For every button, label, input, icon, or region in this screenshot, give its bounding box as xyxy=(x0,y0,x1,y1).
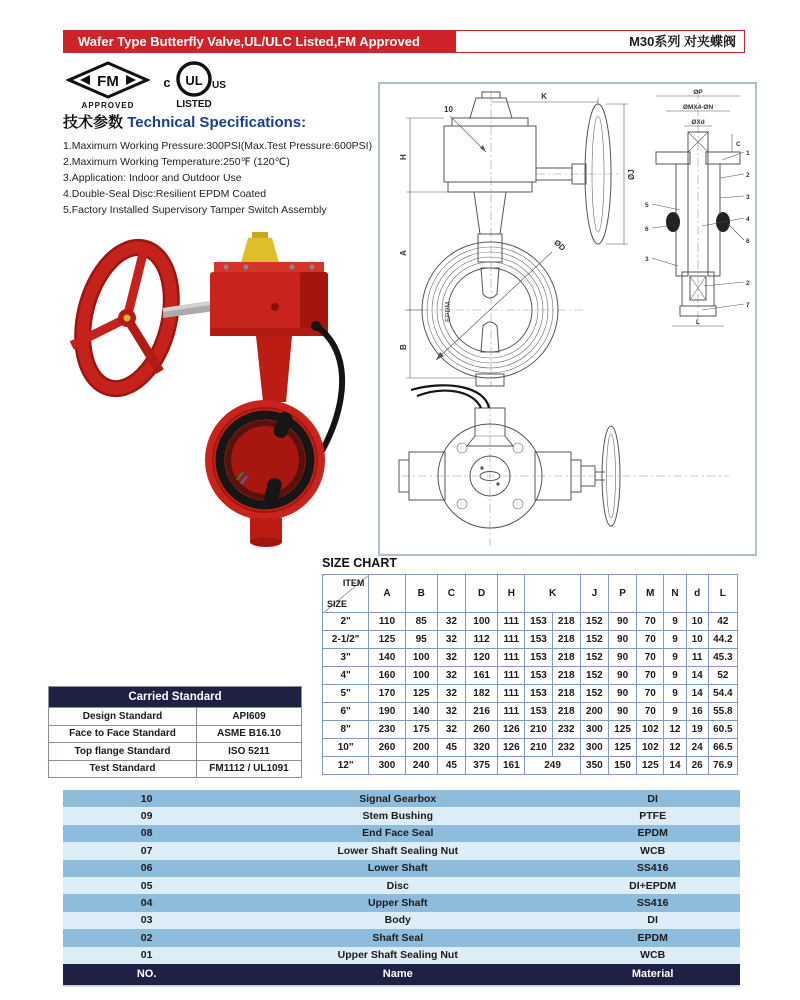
size-chart-cell: 126 xyxy=(498,739,525,757)
size-chart-cell: 153 xyxy=(525,703,552,721)
size-chart-cell: 153 xyxy=(525,649,552,667)
part-name: Signal Gearbox xyxy=(359,792,437,805)
size-chart-cell: 320 xyxy=(466,739,498,757)
size-chart-cell: 32 xyxy=(437,703,465,721)
size-chart-cell: 12 xyxy=(664,739,686,757)
ul-listed-text: LISTED xyxy=(176,99,212,110)
col-no: NO. xyxy=(136,968,157,981)
callout-6b: 6 xyxy=(645,226,649,233)
part-no: 05 xyxy=(140,879,153,892)
size-chart-cell: 90 xyxy=(609,649,637,667)
size-chart-column-header: B xyxy=(405,575,437,613)
drawing-shaft-section xyxy=(642,86,754,331)
size-chart-cell: 218 xyxy=(552,613,580,631)
part-material: DI xyxy=(647,914,658,927)
size-chart-column-header: H xyxy=(498,575,525,613)
spec-item: 3.Application: Indoor and Outdoor Use xyxy=(63,172,242,184)
size-chart-cell: 125 xyxy=(369,631,405,649)
size-cell: 10" xyxy=(323,739,369,757)
size-chart-cell: 9 xyxy=(664,703,686,721)
part-material: DI+EPDM xyxy=(629,879,677,892)
position-indicator-cap xyxy=(240,232,280,266)
dim-b: B xyxy=(399,344,408,350)
part-name: Lower Shaft xyxy=(367,862,428,875)
part-material: WCB xyxy=(640,949,666,962)
carried-standard-row xyxy=(49,708,302,726)
size-chart-cell: 9 xyxy=(664,667,686,685)
size-chart-cell: 45.3 xyxy=(708,649,737,667)
size-chart-cell: 140 xyxy=(369,649,405,667)
parts-row xyxy=(63,929,740,946)
size-chart-cell: 350 xyxy=(580,757,608,775)
carried-standard-row xyxy=(49,760,302,778)
dim-omxn: ØMX4-ØN xyxy=(682,104,714,111)
size-chart-column-header: L xyxy=(708,575,737,613)
size-cell: 3" xyxy=(323,649,369,667)
part-no: 02 xyxy=(140,931,153,944)
fm-approved-logo xyxy=(66,60,150,110)
tamper-switch-wire xyxy=(417,391,481,408)
size-chart-cell: 10 xyxy=(686,631,708,649)
gearbox xyxy=(210,262,328,336)
product-photo xyxy=(60,222,375,555)
size-chart-cell: 70 xyxy=(637,649,664,667)
spec-item: 4.Double-Seal Disc:Resilient EPDM Coated xyxy=(63,188,267,200)
part-material: WCB xyxy=(640,844,666,857)
spec-item: 1.Maximum Working Pressure:300PSI(Max.Test Pressure:600PSI) xyxy=(63,140,373,152)
part-no: 10 xyxy=(140,792,153,805)
size-chart-cell: 10 xyxy=(686,613,708,631)
size-chart-cell: 152 xyxy=(580,613,608,631)
part-name: Shaft Seal xyxy=(372,931,424,944)
size-chart-cell: 300 xyxy=(580,739,608,757)
size-chart-column-header: P xyxy=(609,575,637,613)
header-bar xyxy=(63,30,745,53)
size-chart-cell: 218 xyxy=(552,649,580,667)
size-cell: 6" xyxy=(323,703,369,721)
size-chart-cell: 218 xyxy=(552,631,580,649)
size-chart-cell: 125 xyxy=(609,721,637,739)
size-chart-cell: 60.5 xyxy=(708,721,737,739)
parts-material-table xyxy=(63,790,740,987)
size-chart-cell: 161 xyxy=(466,667,498,685)
size-chart-column-header: J xyxy=(580,575,608,613)
fm-approved-text: APPROVED xyxy=(81,101,135,110)
size-chart-column-header: A xyxy=(369,575,405,613)
parts-row xyxy=(63,894,740,911)
size-chart-column-header: d xyxy=(686,575,708,613)
size-chart-cell: 161 xyxy=(498,757,525,775)
size-chart-cell: 232 xyxy=(552,721,580,739)
callout-7: 7 xyxy=(746,302,750,309)
dim-k: K xyxy=(541,92,547,101)
dim-a: A xyxy=(399,250,408,256)
size-chart-cell: 100 xyxy=(405,667,437,685)
size-chart-cell: 90 xyxy=(609,667,637,685)
size-chart-cell: 375 xyxy=(466,757,498,775)
size-chart-cell: 14 xyxy=(664,757,686,775)
size-chart-cell: 42 xyxy=(708,613,737,631)
size-chart-cell: 90 xyxy=(609,631,637,649)
size-chart-cell: 200 xyxy=(405,739,437,757)
fm-text: FM xyxy=(97,73,119,90)
size-chart-cell: 111 xyxy=(498,685,525,703)
size-chart-cell: 170 xyxy=(369,685,405,703)
size-chart-cell: 90 xyxy=(609,685,637,703)
size-chart-cell: 9 xyxy=(664,631,686,649)
size-chart-cell: 210 xyxy=(525,739,552,757)
parts-row xyxy=(63,912,740,929)
size-chart-row xyxy=(323,703,738,721)
col-name: Name xyxy=(382,968,413,981)
size-chart-row xyxy=(323,667,738,685)
dim-h: H xyxy=(399,154,408,160)
technical-specifications xyxy=(63,111,378,218)
ul-listed-logo xyxy=(160,60,226,110)
size-chart-cell: 125 xyxy=(405,685,437,703)
size-chart-cell: 70 xyxy=(637,667,664,685)
standard-value: ISO 5211 xyxy=(197,743,302,761)
drawing-top-view xyxy=(395,380,735,552)
standard-name: Top flange Standard xyxy=(49,743,197,761)
size-chart-cell: 125 xyxy=(637,757,664,775)
size-chart-cell: 200 xyxy=(580,703,608,721)
size-chart-row xyxy=(323,757,738,775)
size-chart-cell: 111 xyxy=(498,631,525,649)
size-chart-header-row xyxy=(323,575,738,613)
size-chart-cell: 9 xyxy=(664,685,686,703)
col-material: Material xyxy=(631,968,674,981)
size-chart-cell: 153 xyxy=(525,613,552,631)
size-chart-cell: 125 xyxy=(609,739,637,757)
specs-title xyxy=(63,111,378,132)
part-no: 04 xyxy=(140,897,153,910)
size-chart-cell: 152 xyxy=(580,685,608,703)
part-name: Stem Bushing xyxy=(362,810,434,823)
corner-item-label: ITEM xyxy=(342,578,365,588)
size-chart-cell: 9 xyxy=(664,649,686,667)
size-chart-cell: 70 xyxy=(637,703,664,721)
valve-neck xyxy=(256,336,292,402)
size-chart-cell: 120 xyxy=(466,649,498,667)
size-cell: 8" xyxy=(323,721,369,739)
size-cell: 12" xyxy=(323,757,369,775)
size-chart-cell: 70 xyxy=(637,631,664,649)
part-no: 07 xyxy=(140,844,153,857)
size-chart-cell: 100 xyxy=(405,649,437,667)
size-chart-cell: 210 xyxy=(525,721,552,739)
part-no: 08 xyxy=(140,827,153,840)
size-chart-cell: 240 xyxy=(405,757,437,775)
dim-oxd: ØXd xyxy=(691,119,705,126)
size-chart-cell: 300 xyxy=(369,757,405,775)
size-chart-row xyxy=(323,685,738,703)
part-no: 06 xyxy=(140,862,153,875)
size-chart-cell: 153 xyxy=(525,667,552,685)
size-chart-cell: 150 xyxy=(609,757,637,775)
size-cell: 5" xyxy=(323,685,369,703)
part-no: 09 xyxy=(140,810,153,823)
size-chart-cell: 152 xyxy=(580,667,608,685)
carried-standard-table xyxy=(48,686,302,778)
size-chart-column-header: K xyxy=(525,575,580,613)
standard-value: FM1112 / UL1091 xyxy=(197,760,302,778)
dim-op: ØP xyxy=(693,89,703,96)
size-chart-cell: 218 xyxy=(552,685,580,703)
size-chart-corner-cell xyxy=(323,575,369,613)
size-chart-title: SIZE CHART xyxy=(322,556,397,570)
dim-oj: ØJ xyxy=(627,169,636,180)
size-chart-cell: 26 xyxy=(686,757,708,775)
size-chart-cell: 160 xyxy=(369,667,405,685)
size-chart-cell: 102 xyxy=(637,721,664,739)
size-chart-cell: 260 xyxy=(369,739,405,757)
parts-table-header-row xyxy=(63,964,740,987)
size-chart-cell: 70 xyxy=(637,685,664,703)
size-chart-cell: 175 xyxy=(405,721,437,739)
technical-drawing-frame xyxy=(378,82,757,556)
ul-us-text: US xyxy=(212,80,226,91)
size-chart-cell: 232 xyxy=(552,739,580,757)
parts-row xyxy=(63,790,740,807)
size-chart-cell: 11 xyxy=(686,649,708,667)
size-chart-cell: 9 xyxy=(664,613,686,631)
size-chart-cell: 230 xyxy=(369,721,405,739)
size-chart-cell: 32 xyxy=(437,721,465,739)
size-chart-cell: 66.5 xyxy=(708,739,737,757)
part-material: SS416 xyxy=(636,897,669,910)
callout-6: 6 xyxy=(746,238,750,245)
size-chart-column-header: C xyxy=(437,575,465,613)
size-chart-cell: 16 xyxy=(686,703,708,721)
size-chart-row xyxy=(323,721,738,739)
specs-title-en: Technical Specifications: xyxy=(127,114,307,131)
ul-text: UL xyxy=(185,73,203,88)
size-chart-row xyxy=(323,631,738,649)
parts-row xyxy=(63,860,740,877)
size-chart-row xyxy=(323,649,738,667)
parts-row xyxy=(63,947,740,964)
standard-name: Design Standard xyxy=(49,708,197,726)
size-chart-cell: 55.8 xyxy=(708,703,737,721)
size-chart-column-header: M xyxy=(637,575,664,613)
valve-body xyxy=(205,400,325,520)
size-chart-cell: 102 xyxy=(637,739,664,757)
part-material: PTFE xyxy=(639,810,667,823)
size-chart-cell: 300 xyxy=(580,721,608,739)
size-cell: 2" xyxy=(323,613,369,631)
seat-label: EPDM xyxy=(445,301,452,322)
size-chart-cell: 24 xyxy=(686,739,708,757)
size-chart-cell: 32 xyxy=(437,613,465,631)
standard-value: API609 xyxy=(197,708,302,726)
callout-10: 10 xyxy=(444,105,453,114)
tamper-switch-wire xyxy=(411,385,489,408)
size-chart-cell: 218 xyxy=(552,703,580,721)
size-chart-cell: 216 xyxy=(466,703,498,721)
callout-2b: 2 xyxy=(746,280,750,287)
part-name: Disc xyxy=(386,879,409,892)
carried-standard-row xyxy=(49,743,302,761)
part-no: 03 xyxy=(140,914,153,927)
size-chart-cell: 153 xyxy=(525,631,552,649)
size-chart-cell: 111 xyxy=(498,649,525,667)
specs-title-zh: 技术参数 xyxy=(63,114,124,131)
size-chart-cell: 32 xyxy=(437,649,465,667)
size-chart-cell: 44.2 xyxy=(708,631,737,649)
dim-l: L xyxy=(696,319,700,326)
page-title: Wafer Type Butterfly Valve,UL/ULC Listed,FM Approved xyxy=(64,31,456,52)
size-chart-cell: 85 xyxy=(405,613,437,631)
size-chart-cell: 45 xyxy=(437,739,465,757)
size-chart-cell: 90 xyxy=(609,703,637,721)
corner-size-label: SIZE xyxy=(327,599,348,609)
size-chart-cell: 218 xyxy=(552,667,580,685)
size-chart-cell: 110 xyxy=(369,613,405,631)
part-no: 01 xyxy=(140,949,153,962)
size-chart-cell: 140 xyxy=(405,703,437,721)
parts-row xyxy=(63,825,740,842)
callout-3: 3 xyxy=(746,194,750,201)
size-chart-cell: 152 xyxy=(580,649,608,667)
drawing-front-view xyxy=(386,88,638,388)
size-chart-cell: 14 xyxy=(686,667,708,685)
size-chart-cell: 54.4 xyxy=(708,685,737,703)
size-chart-cell: 111 xyxy=(498,703,525,721)
parts-row xyxy=(63,807,740,824)
part-material: SS416 xyxy=(636,862,669,875)
size-chart-cell: 182 xyxy=(466,685,498,703)
size-chart-cell: 152 xyxy=(580,631,608,649)
part-name: Upper Shaft xyxy=(368,897,428,910)
carried-standard-title: Carried Standard xyxy=(49,687,302,708)
callout-1: 1 xyxy=(746,150,750,157)
size-chart-cell: 190 xyxy=(369,703,405,721)
size-chart-cell: 12 xyxy=(664,721,686,739)
size-chart-cell: 32 xyxy=(437,631,465,649)
standard-name: Face to Face Standard xyxy=(49,725,197,743)
dim-od: ØD xyxy=(552,237,568,253)
size-chart-cell: 52 xyxy=(708,667,737,685)
callout-4: 4 xyxy=(746,216,750,223)
gearbox-outline xyxy=(444,126,536,182)
size-chart-cell: 19 xyxy=(686,721,708,739)
callout-2: 2 xyxy=(746,172,750,179)
size-chart-cell: 14 xyxy=(686,685,708,703)
size-cell: 2-1/2" xyxy=(323,631,369,649)
part-name: Body xyxy=(384,914,411,927)
size-chart-cell: 95 xyxy=(405,631,437,649)
standard-name: Test Standard xyxy=(49,760,197,778)
standard-value: ASME B16.10 xyxy=(197,725,302,743)
parts-row xyxy=(63,877,740,894)
seal-left xyxy=(666,212,680,232)
certification-logos xyxy=(66,60,226,110)
dim-c: C xyxy=(736,141,741,148)
size-chart-cell: 112 xyxy=(466,631,498,649)
size-chart-table xyxy=(322,574,738,775)
part-name: End Face Seal xyxy=(362,827,434,840)
size-chart-cell: 153 xyxy=(525,685,552,703)
size-chart-cell: 100 xyxy=(466,613,498,631)
size-chart-row xyxy=(323,739,738,757)
size-chart-cell: 32 xyxy=(437,685,465,703)
parts-row xyxy=(63,842,740,859)
spec-item: 5.Factory Installed Supervisory Tamper Switch Assembly xyxy=(63,204,327,216)
size-chart-column-header: N xyxy=(664,575,686,613)
size-chart-cell: 32 xyxy=(437,667,465,685)
part-name: Lower Shaft Sealing Nut xyxy=(337,844,459,857)
size-chart-cell: 111 xyxy=(498,613,525,631)
part-material: DI xyxy=(647,792,658,805)
size-chart-cell: 260 xyxy=(466,721,498,739)
callout-3b: 3 xyxy=(645,256,649,263)
part-material: EPDM xyxy=(637,827,668,840)
size-chart-cell: 249 xyxy=(525,757,580,775)
size-chart-row xyxy=(323,613,738,631)
part-name: Upper Shaft Sealing Nut xyxy=(337,949,458,962)
size-chart-column-header: D xyxy=(466,575,498,613)
size-chart-cell: 45 xyxy=(437,757,465,775)
size-chart-cell: 111 xyxy=(498,667,525,685)
size-chart-cell: 90 xyxy=(609,613,637,631)
ul-c-text: c xyxy=(163,75,171,90)
spec-item: 2.Maximum Working Temperature:250℉ (120℃) xyxy=(63,156,290,168)
part-material: EPDM xyxy=(637,931,668,944)
size-cell: 4" xyxy=(323,667,369,685)
callout-5: 5 xyxy=(645,202,649,209)
size-chart-cell: 76.9 xyxy=(708,757,737,775)
size-chart-cell: 126 xyxy=(498,721,525,739)
series-label: M30系列 对夹蝶阀 xyxy=(629,34,736,49)
carried-standard-row xyxy=(49,725,302,743)
size-chart-cell: 70 xyxy=(637,613,664,631)
handwheel xyxy=(64,237,188,399)
